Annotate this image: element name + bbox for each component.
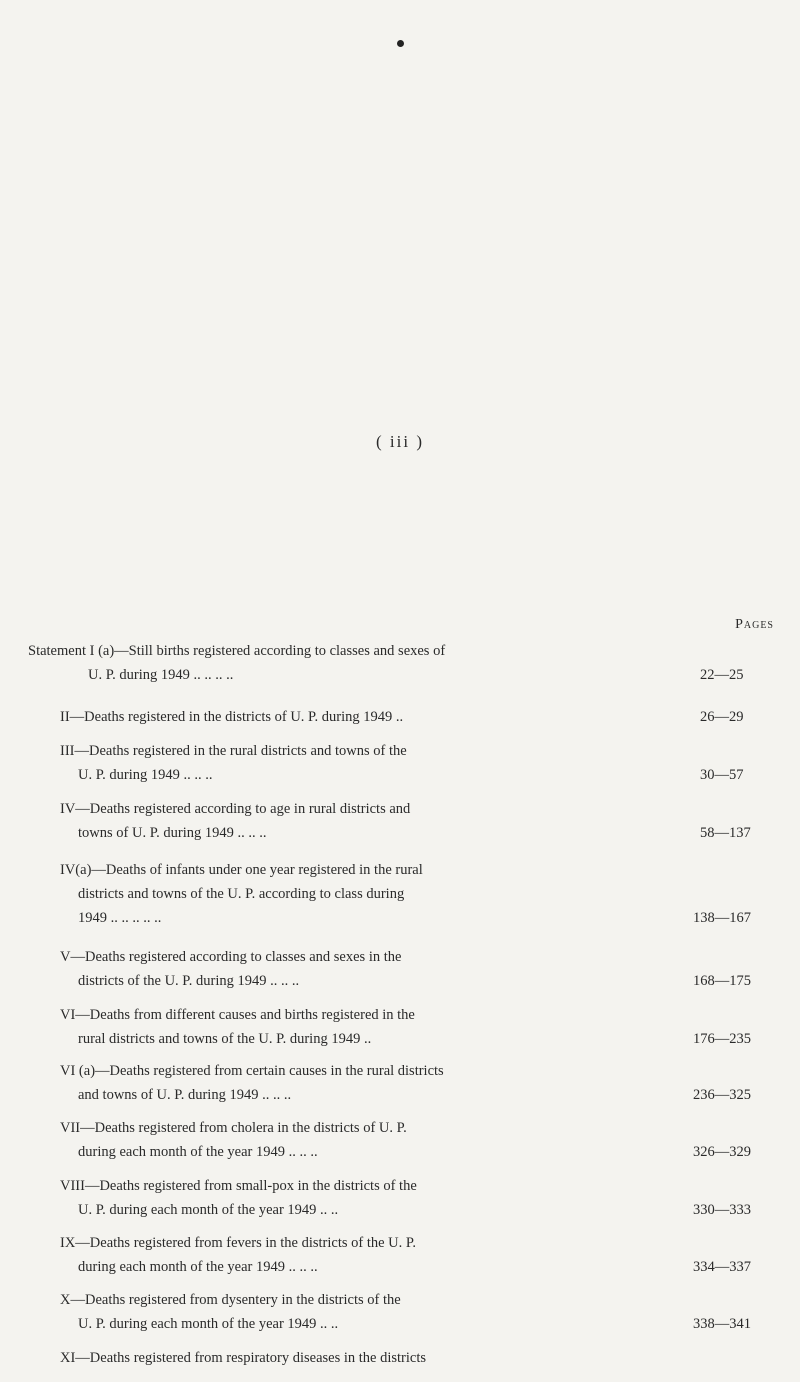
entry-line: IV—Deaths registered according to age in rural districts and [60, 801, 411, 817]
entry-line: U. P. during 1949 .. .. .. [78, 767, 213, 783]
entry-line: Statement I (a)—Still births registered according to classes and sexes of [28, 643, 446, 659]
entry-line: during each month of the year 1949 .. .. .. [78, 1259, 318, 1275]
entry-line: districts and towns of the U. P. according to class during [78, 886, 405, 902]
toc-entry [60, 797, 410, 845]
page-range: 176—235 [693, 1031, 751, 1047]
toc-entry [60, 705, 403, 729]
entry-line: U. P. during each month of the year 1949 .. .. [78, 1202, 339, 1218]
toc-entry [60, 1174, 417, 1222]
entry-line: X—Deaths registered from dysentery in the districts of the [60, 1292, 401, 1308]
page-range: 58—137 [700, 825, 751, 841]
entry-line: towns of U. P. during 1949 .. .. .. [78, 825, 267, 841]
page-range: 168—175 [693, 973, 751, 989]
entry-line: IX—Deaths registered from fevers in the districts of the U. P. [60, 1235, 416, 1251]
entry-line: XI—Deaths registered from respiratory diseases in the districts [60, 1350, 427, 1366]
entry-line: and towns of U. P. during 1949 .. .. .. [78, 1087, 292, 1103]
page-range: 330—333 [693, 1202, 751, 1218]
entry-line: U. P. during 1949 .. .. .. .. [88, 667, 234, 683]
entry-line: III—Deaths registered in the rural districts and towns of the [60, 743, 407, 759]
page-range: 22—25 [700, 667, 744, 683]
pages-column-header: Pages [735, 617, 774, 632]
page-range: 236—325 [693, 1087, 751, 1103]
page-number: ( iii ) [376, 432, 424, 451]
toc-entry [28, 639, 445, 687]
toc-entry [60, 1059, 444, 1107]
toc-entry [60, 1116, 407, 1164]
entry-line: rural districts and towns of the U. P. during 1949 .. [78, 1031, 372, 1047]
entry-line: VIII—Deaths registered from small-pox in the districts of the [60, 1178, 417, 1194]
entry-line: during each month of the year 1949 .. .. .. [78, 1144, 318, 1160]
ink-mark [397, 40, 404, 47]
toc-entry [60, 739, 407, 787]
toc-entry [60, 945, 401, 993]
entry-line: U. P. during each month of the year 1949 .. .. [78, 1316, 339, 1332]
entry-line: IV(a)—Deaths of infants under one year registered in the rural [60, 862, 423, 878]
page-range: 338—341 [693, 1316, 751, 1332]
page-range: 334—337 [693, 1259, 751, 1275]
toc-entry [60, 858, 423, 930]
page-range: 138—167 [693, 910, 751, 926]
entry-line: districts of the U. P. during 1949 .. .. .. [78, 973, 300, 989]
toc-entry [60, 1231, 416, 1279]
entry-line: II—Deaths registered in the districts of U. P. during 1949 .. [60, 709, 404, 725]
entry-line: VI—Deaths from different causes and births registered in the [60, 1007, 415, 1023]
toc-entry [60, 1288, 401, 1336]
entry-line: V—Deaths registered according to classes and sexes in the [60, 949, 402, 965]
entry-line: 1949 .. .. .. .. .. [78, 910, 162, 926]
toc-entry [60, 1003, 415, 1051]
page-range: 26—29 [700, 709, 744, 725]
entry-line: VI (a)—Deaths registered from certain causes in the rural districts [60, 1063, 444, 1079]
page-range: 30—57 [700, 767, 744, 783]
entry-line: VII—Deaths registered from cholera in the districts of U. P. [60, 1120, 407, 1136]
page-range: 326—329 [693, 1144, 751, 1160]
toc-entry [60, 1346, 426, 1370]
